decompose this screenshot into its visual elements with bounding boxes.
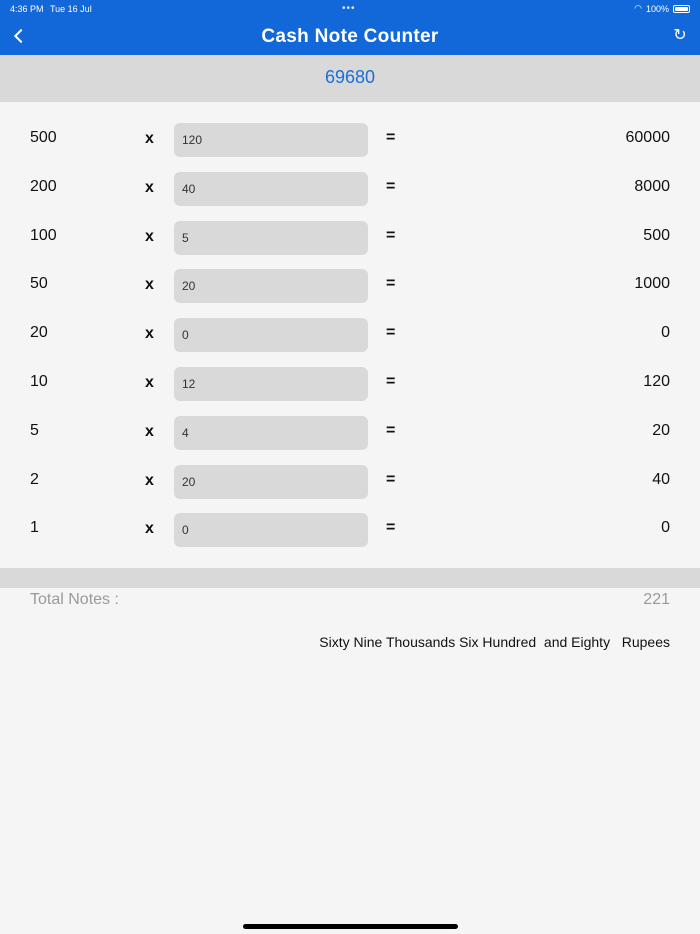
equals-sign: = [386,177,396,195]
denomination-row [0,309,700,358]
multiply-sign: x [145,130,154,147]
equals-sign: = [386,372,396,390]
multiply-sign: x [145,471,154,489]
amount-in-words: Sixty Nine Thousands Six Hundred and Eighty Rupees [319,634,670,650]
equals-sign: = [386,275,396,293]
multiply-sign: x [145,178,154,196]
denomination-label: 500 [30,129,57,146]
denomination-row [0,212,700,261]
note-count-input[interactable] [174,318,368,352]
total-amount-band [0,55,700,102]
multitasking-dots-icon[interactable]: ••• [342,3,356,14]
row-subtotal: 40 [652,470,670,488]
multiply-sign: x [145,422,154,440]
multiply-sign: x [145,276,154,294]
denomination-label: 10 [30,372,48,390]
denomination-list [0,114,700,553]
home-indicator[interactable] [243,924,458,929]
total-notes-value: 221 [643,591,670,608]
status-date: Tue 16 Jul [50,4,92,14]
row-subtotal: 8000 [634,177,670,195]
denomination-row [0,407,700,456]
equals-sign: = [386,129,396,146]
note-count-input[interactable] [174,269,368,303]
status-indicators [634,3,690,14]
row-subtotal: 0 [661,324,670,342]
row-subtotal: 60000 [625,129,670,146]
denomination-label: 50 [30,275,48,293]
equals-sign: = [386,324,396,342]
denomination-label: 100 [30,226,57,244]
equals-sign: = [386,421,396,439]
denomination-row [0,260,700,309]
refresh-button[interactable] [670,25,690,47]
denomination-label: 200 [30,177,57,195]
navigation-bar [0,18,700,55]
row-subtotal: 120 [643,372,670,390]
denomination-row [0,114,700,163]
denomination-row [0,504,700,553]
note-count-input[interactable] [174,416,368,450]
refresh-icon: ↻ [673,27,687,44]
multiply-sign: x [145,373,154,391]
note-count-input[interactable] [174,513,368,547]
total-notes-label: Total Notes : [30,591,119,608]
denomination-label: 1 [30,519,39,537]
wifi-icon: ◠ [634,3,642,13]
denomination-label: 20 [30,324,48,342]
denomination-row [0,163,700,212]
row-subtotal: 0 [661,519,670,537]
note-count-input[interactable] [174,465,368,499]
note-count-input[interactable] [174,221,368,255]
status-bar [0,0,700,18]
multiply-sign: x [145,520,154,538]
row-subtotal: 20 [652,421,670,439]
denomination-row [0,358,700,407]
equals-sign: = [386,226,396,244]
equals-sign: = [386,519,396,537]
denomination-label: 2 [30,470,39,488]
status-time: 4:36 PM [10,4,44,14]
note-count-input[interactable] [174,123,368,157]
row-subtotal: 500 [643,226,670,244]
row-subtotal: 1000 [634,275,670,293]
note-count-input[interactable] [174,172,368,206]
denomination-label: 5 [30,421,39,439]
multiply-sign: x [145,227,154,245]
equals-sign: = [386,470,396,488]
multiply-sign: x [145,325,154,343]
battery-icon [673,5,690,13]
section-divider [0,568,700,588]
denomination-row [0,456,700,505]
note-count-input[interactable] [174,367,368,401]
battery-percent: 100% [645,3,669,14]
total-amount: 69680 [324,67,376,87]
page-title: Cash Note Counter [261,26,439,47]
